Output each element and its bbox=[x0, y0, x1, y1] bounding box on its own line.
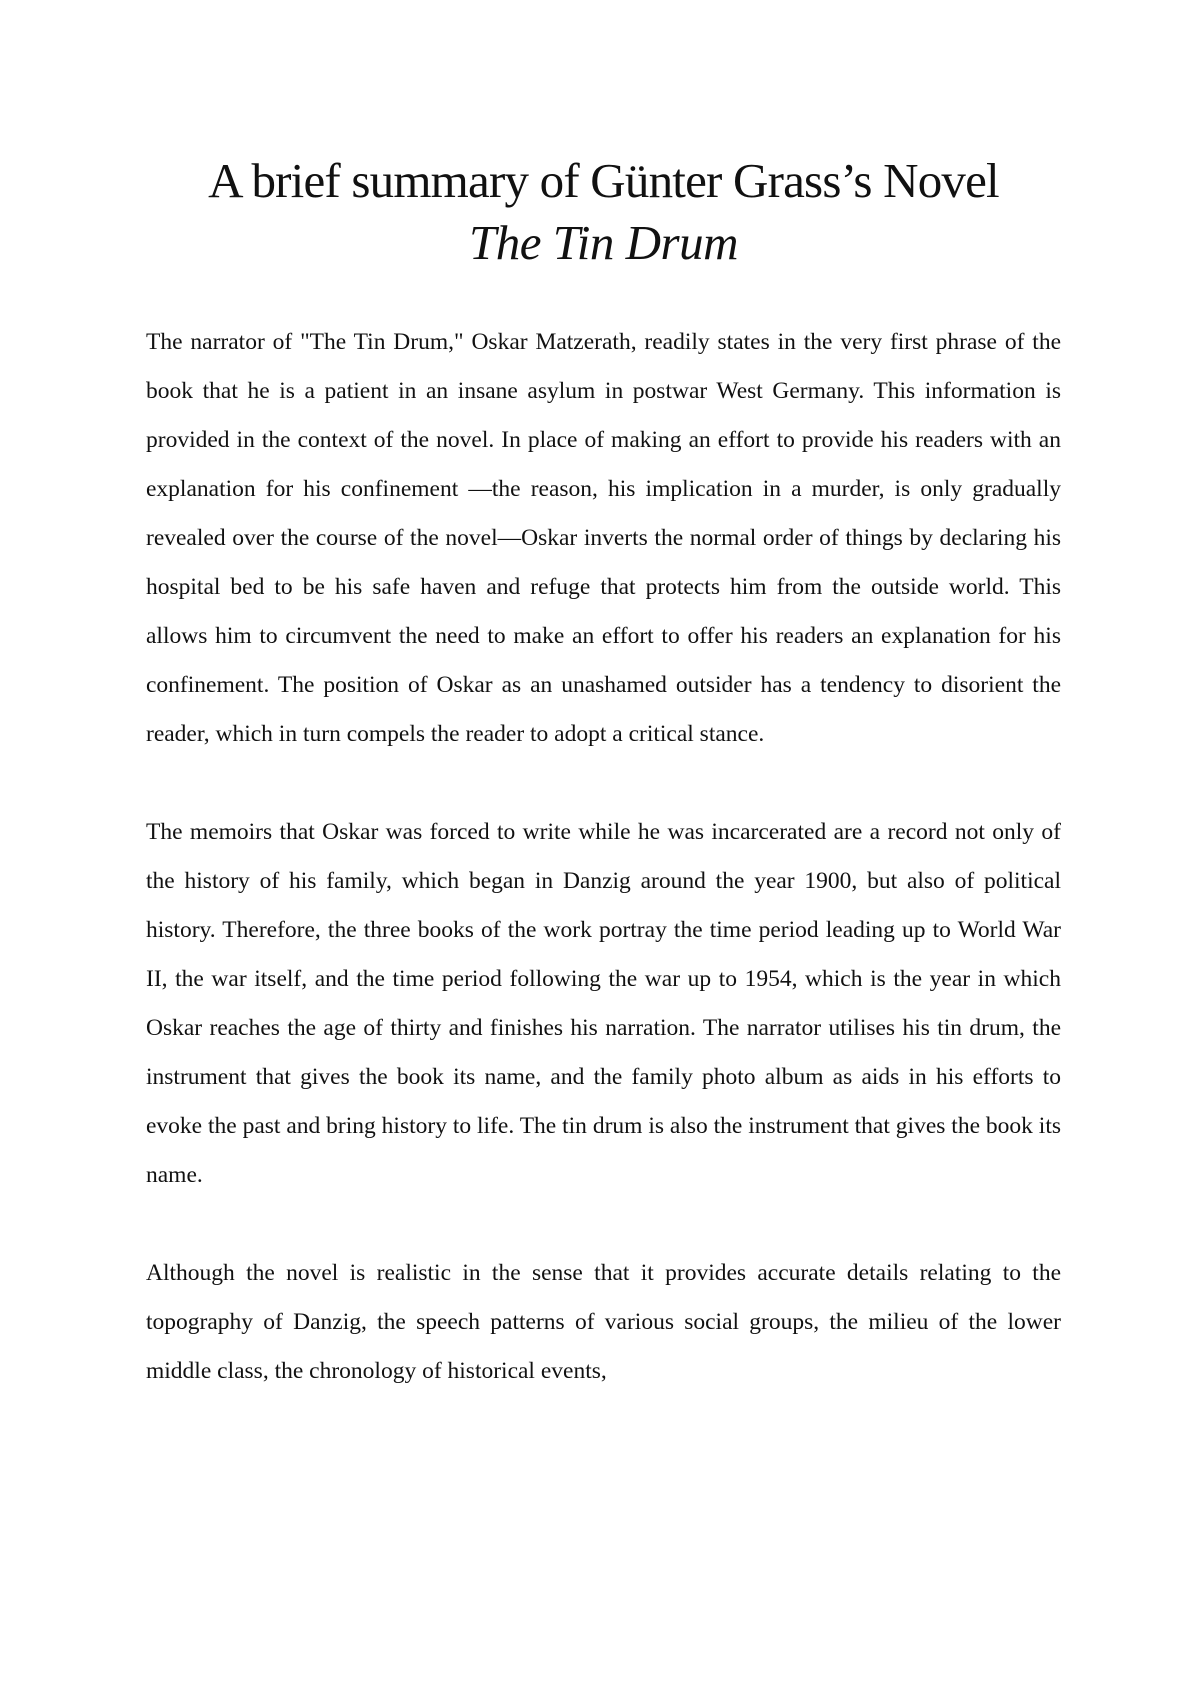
title-block bbox=[146, 150, 1061, 274]
document-title: A brief summary of Günter Grass’s Novel bbox=[208, 153, 999, 208]
document-subtitle: The Tin Drum bbox=[468, 215, 738, 270]
paragraph-1: The narrator of "The Tin Drum," Oskar Matzerath, readily states in the very first phrase of the book that he is a patient in an insane asylum in postwar West Germany. This information is provided in the context of the novel. In place of making an effort to provide his readers with an explanation for his confinement —the reason, his implication in a murder, is only gradually revealed over the course of the novel—Oskar inverts the normal order of things by declaring his hospital bed to be his safe haven and refuge that protects him from the outside world. This allows him to circumvent the need to make an effort to offer his readers an explanation for his confinement. The position of Oskar as an unashamed outsider has a tendency to disorient the reader, which in turn compels the reader to adopt a critical stance. bbox=[146, 329, 1061, 747]
paragraph-3: Although the novel is realistic in the sense that it provides accurate details relating to the topography of Danzig, the speech patterns of various social groups, the milieu of the lower middle class, the chronology of historical events, bbox=[146, 1260, 1061, 1384]
document-body bbox=[146, 318, 1061, 1445]
paragraph-2: The memoirs that Oskar was forced to write while he was incarcerated are a record not only of the history of his family, which began in Danzig around the year 1900, but also of political history. Therefore, the three books of the work portray the time period leading up to World War II, the war itself, and the time period following the war up to 1954, which is the year in which Oskar reaches the age of thirty and finishes his narration. The narrator utilises his tin drum, the instrument that gives the book its name, and the family photo album as aids in his efforts to evoke the past and bring history to life. The tin drum is also the instrument that gives the book its name. bbox=[146, 819, 1061, 1188]
